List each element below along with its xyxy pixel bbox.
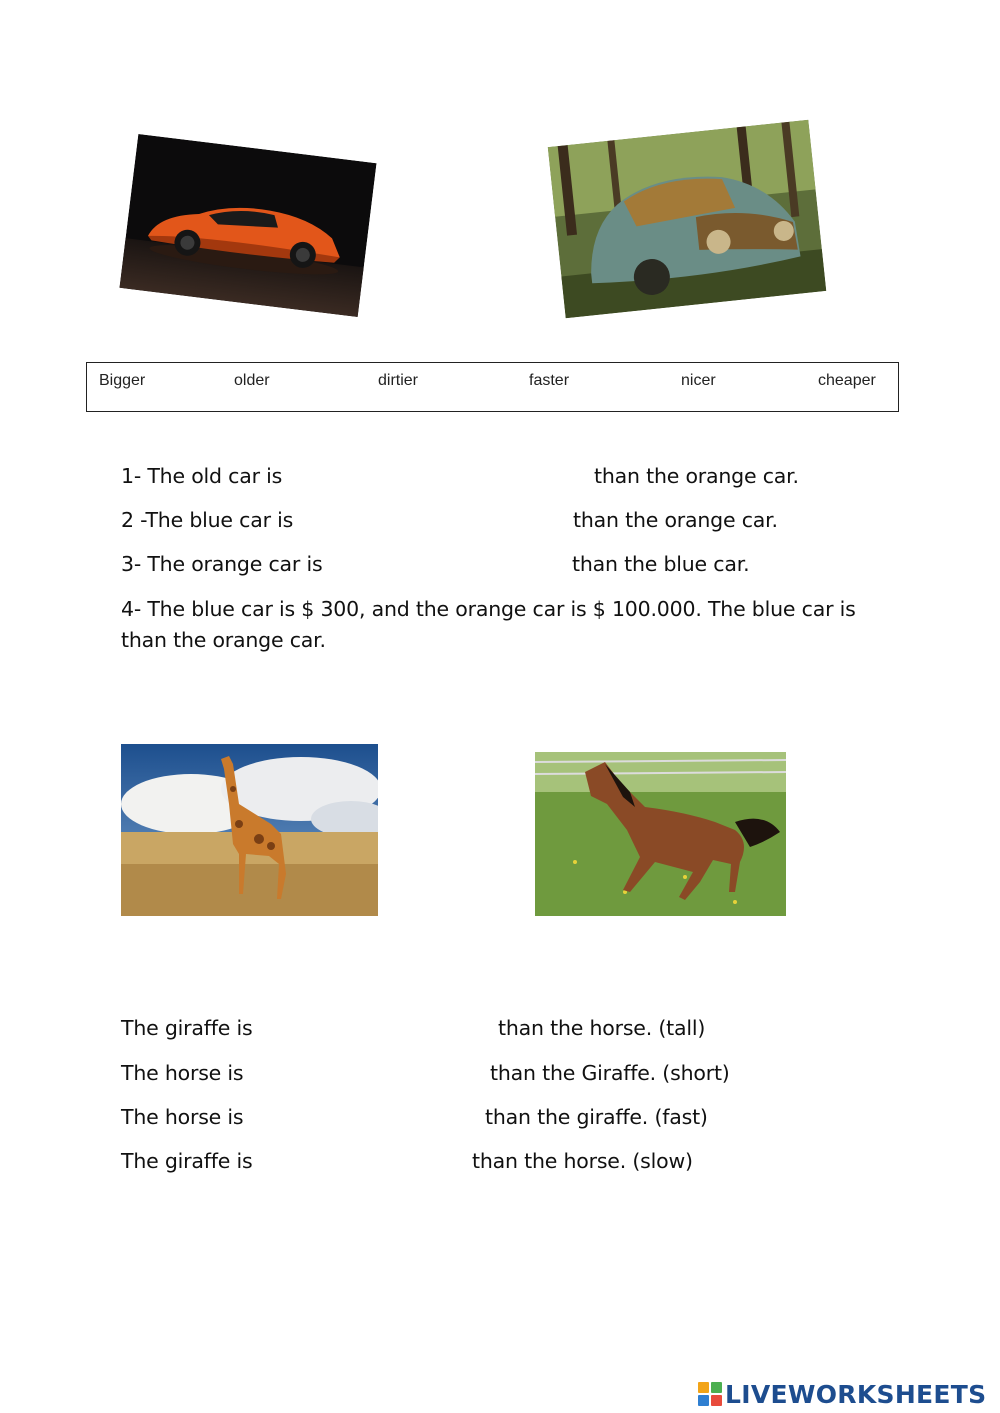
animal-q2-start: The horse is [121, 1061, 244, 1085]
animal-q4-answer-field[interactable] [255, 1148, 464, 1174]
orange-car-image [119, 134, 376, 317]
animal-q3-start: The horse is [121, 1105, 244, 1129]
word-dirtier: dirtier [378, 372, 419, 389]
word-faster: faster [529, 372, 570, 389]
word-nicer: nicer [681, 372, 716, 389]
car-q1-answer-field[interactable] [285, 463, 584, 489]
car-q3-answer-field[interactable] [320, 551, 564, 577]
word-cheaper: cheaper [818, 372, 876, 389]
animal-q2-answer-field[interactable] [250, 1060, 479, 1086]
animal-q1-end: than the horse. (tall) [498, 1016, 706, 1040]
liveworksheets-logo-icon [697, 1381, 723, 1407]
animal-q2-end: than the Giraffe. (short) [490, 1061, 730, 1085]
old-car-image [548, 120, 827, 318]
animal-q4-start: The giraffe is [121, 1149, 253, 1173]
animal-q3-answer-field[interactable] [250, 1104, 474, 1130]
horse-image [535, 752, 786, 916]
car-q1-start: 1- The old car is [121, 464, 283, 488]
word-older: older [234, 372, 270, 389]
car-q4-line1: 4- The blue car is $ 300, and the orange car is $ 100.000. The blue car is [121, 597, 856, 621]
car-q2-answer-field[interactable] [295, 507, 564, 533]
car-q3-end: than the blue car. [572, 552, 750, 576]
logo-text: LIVEWORKSHEETS [725, 1379, 987, 1409]
liveworksheets-logo [697, 1377, 986, 1411]
animal-q1-answer-field[interactable] [255, 1015, 489, 1041]
animal-q1-start: The giraffe is [121, 1016, 253, 1040]
car-q1-end: than the orange car. [594, 464, 799, 488]
car-q2-end: than the orange car. [573, 508, 778, 532]
giraffe-image [121, 744, 378, 916]
word-bigger: Bigger [99, 372, 146, 389]
word-bank [86, 362, 899, 412]
car-q4-line2: than the orange car. [121, 628, 326, 652]
car-q3-start: 3- The orange car is [121, 552, 323, 576]
car-q2-start: 2 -The blue car is [121, 508, 294, 532]
animal-q3-end: than the giraffe. (fast) [485, 1105, 708, 1129]
animal-q4-end: than the horse. (slow) [472, 1149, 693, 1173]
